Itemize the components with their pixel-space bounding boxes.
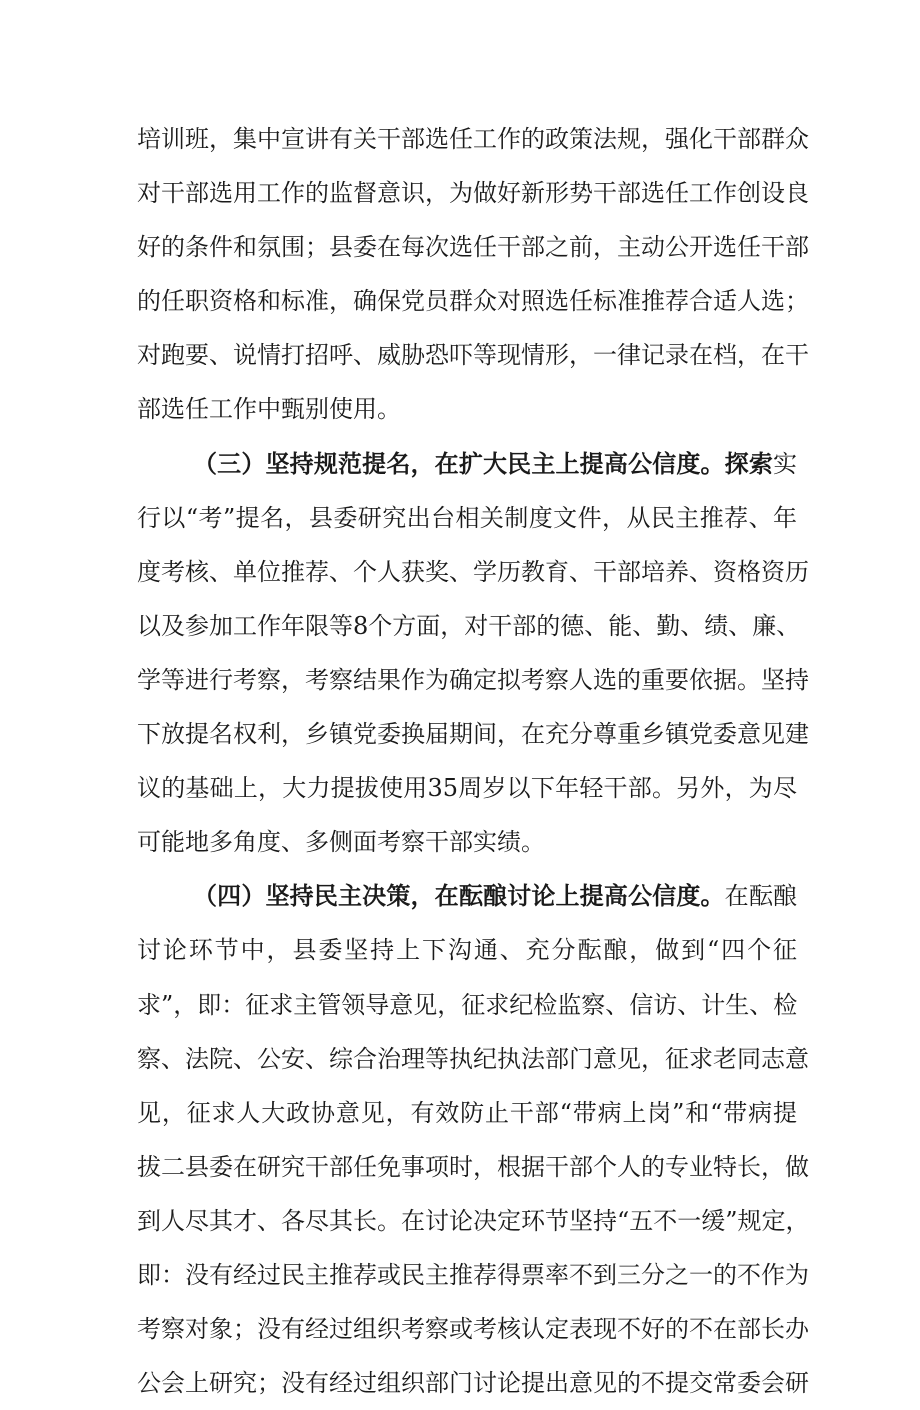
paragraph [137,112,809,437]
paragraph [137,437,809,870]
text-line: 求”，即：征求主管领导意见，征求纪检监察、信访、计生、检 [137,990,798,1019]
text-line: 即：没有经过民主推荐或民主推荐得票率不到三分之一的不作为 [137,1260,809,1289]
text-line: 以及参加工作年限等8个方面，对干部的德、能、勤、绩、廉、 [137,611,801,640]
text-line: 议的基础上，大力提拔使用35周岁以下年轻干部。另外，为尽 [137,774,797,803]
text-line [137,869,797,923]
text-line: 好的条件和氛围；县委在每次选任干部之前，主动公开选任干部 [137,233,809,262]
text-line: 学等进行考察，考察结果作为确定拟考察人选的重要依据。坚持 [137,665,809,694]
paragraph [137,869,810,1410]
text-line: 的任职资格和标准，确保党员群众对照选任标准推荐合适人选； [137,287,809,316]
text-line: 察、法院、公安、综合治理等执纪执法部门意见，征求老同志意 [137,1044,809,1073]
text-line: 讨论环节中，县委坚持上下沟通、充分酝酿，做到“四个征 [137,936,797,965]
text-line: 公会上研究；没有经过组织部门讨论提出意见的不提交常委会研 [137,1369,809,1398]
text-line: 拔二县委在研究干部任免事项时，根据干部个人的专业特长，做 [137,1152,809,1181]
section-heading: （三）坚持规范提名，在扩大民主上提高公信度。探索 [193,449,773,478]
section-heading: （四）坚持民主决策，在酝酿讨论上提高公信度。 [193,882,725,911]
text-line [137,437,797,491]
document-body [137,112,810,1410]
text-line: 行以“考”提名，县委研究出台相关制度文件，从民主推荐、年 [137,503,797,532]
text-line: 可能地多角度、多侧面考察干部实绩。 [137,828,545,857]
text-line: 到人尽其才、各尽其长。在讨论决定环节坚持“五不一缓”规定， [137,1206,810,1235]
text-line: 部选任工作中甄别使用。 [137,395,401,424]
text-line: 考察对象；没有经过组织考察或考核认定表现不好的不在部长办 [137,1315,809,1344]
text-line: 见，征求人大政协意见，有效防止干部“带病上岗”和“带病提 [137,1098,797,1127]
text-run: 实 [773,449,797,478]
text-line: 度考核、单位推荐、个人获奖、学历教育、干部培养、资格资历 [137,557,809,586]
text-line: 下放提名权利，乡镇党委换届期间，在充分尊重乡镇党委意见建 [137,720,809,749]
text-line: 对跑要、说情打招呼、威胁恐吓等现情形，一律记录在档，在干 [137,341,809,370]
text-line: 培训班，集中宣讲有关干部选任工作的政策法规，强化干部群众 [137,125,809,153]
text-run: 在酝酿 [724,882,798,911]
text-line: 对干部选用工作的监督意识，为做好新形势干部选任工作创设良 [137,179,809,208]
